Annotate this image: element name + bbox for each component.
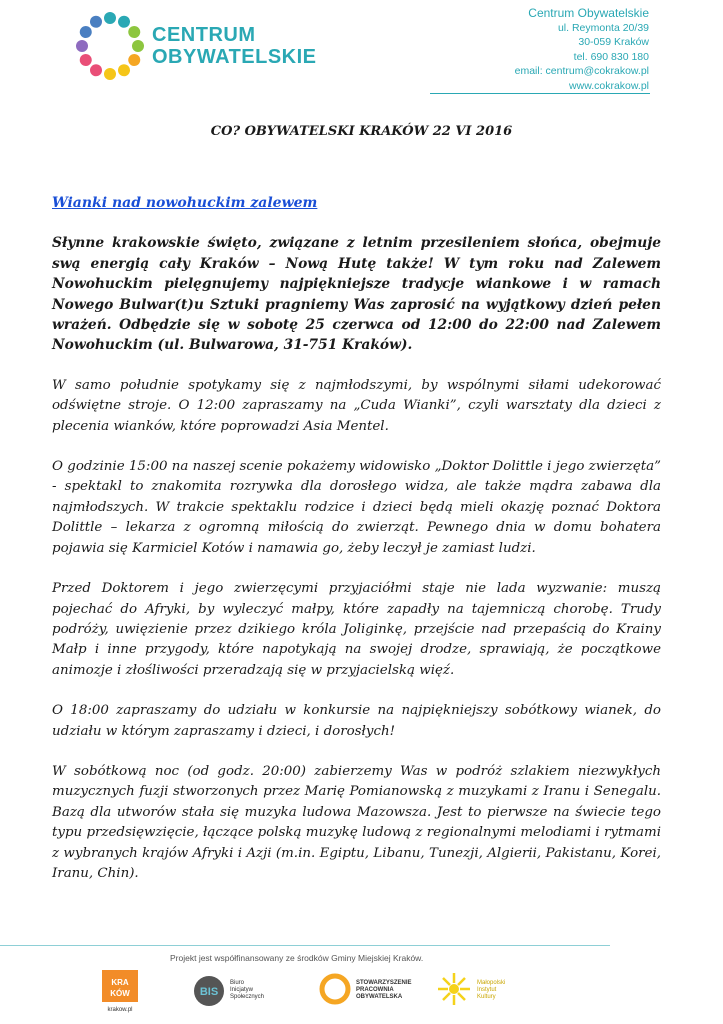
document-title: CO? OBYWATELSKI KRAKÓW 22 VI 2016: [210, 124, 513, 139]
centrum-obywatelskie-logo-icon: [70, 6, 150, 86]
contact-web[interactable]: www.cokrakow.pl: [569, 79, 649, 92]
spo-line-1: STOWARZYSZENIE: [356, 980, 412, 986]
brand-line-1: CENTRUM: [152, 24, 256, 46]
contact-city: 30-059 Kraków: [578, 36, 649, 48]
brand-name: [152, 24, 317, 68]
fifth-line-3: Kultury: [477, 994, 496, 1000]
pracownia-ring-icon: [318, 972, 352, 1006]
svg-text:krakow.pl: krakow.pl: [107, 1007, 133, 1013]
partner-logos: [100, 966, 620, 1016]
contact-street: ul. Reymonta 20/39: [557, 21, 649, 34]
bis-mark-icon: [192, 974, 226, 1008]
svg-text:KRA: KRA: [111, 978, 129, 987]
header-divider: [430, 93, 650, 94]
krakow-logo-icon: [100, 968, 140, 1014]
bis-line-3: Społecznych: [230, 994, 265, 1000]
paragraph-5: W sobótkową noc (od godz. 20:00) zabierzemy Was w podróż szlakiem niezwykłych muzycznych fuzji stworzonych przez Marię Pomianowską z muzykami z Iranu i Senegalu. Bazą dla utworów stała się muzyka ludowa Mazowsza. Jest to pierwsze na świecie tego typu przedsięwzięcie, łączące polską muzykę ludową z regionalnymi melodiami i rytmami z wybranych krajów Afryki i Azji (m.in. Egiptu, Libanu, Tunezji, Algierii, Pakistanu, Korei, Iranu, Chin).: [52, 763, 661, 881]
contact-email[interactable]: email: centrum@cokrakow.pl: [514, 65, 649, 77]
event-link[interactable]: Wianki nad nowohuckim zalewem: [52, 195, 318, 211]
sun-icon: [435, 970, 473, 1008]
svg-text:BIS: BIS: [199, 986, 219, 998]
brand-line-2: OBYWATELSKIE: [152, 46, 317, 68]
document-body: [52, 193, 661, 904]
contact-phone: tel. 690 830 180: [573, 50, 649, 63]
pracownia-obywatelska-logo: [318, 972, 412, 1010]
paragraph-4: O 18:00 zapraszamy do udziału w konkursie na najpiękniejszy sobótkowy wianek, do udziału w którym zapraszamy i dzieci, i dorosłych!: [52, 703, 661, 739]
fifth-line-2: Instytut: [477, 987, 497, 993]
svg-text:KÓW: KÓW: [110, 989, 130, 998]
bis-logo: [192, 974, 272, 1008]
spo-line-2: PRACOWNIA: [356, 987, 394, 993]
paragraph-1: W samo południe spotykamy się z najmłodszymi, by wspólnymi siłami udekorować odświętne stroje. O 12:00 zapraszamy na „Cuda Wianki”, czyli warsztaty dla dzieci z plecenia wianków, które poprowadzi Asia Mentel.: [52, 377, 661, 434]
paragraph-3: Przed Doktorem i jego zwierzęcymi przyjaciółmi staje nie lada wyzwanie: muszą pojechać do Afryki, by wyleczyć małpy, które zapadły na tajemniczą chorobę. Trudy podróży, uwięzienie przez dzikiego króla Joliginkę, przejście nad przepaścią do Krainy Małp i inne przygody, które napotykają na swojej drodze, sprawiają, że początkowe animozje i złośliwości przeradzają się w przyjacielską więź.: [52, 581, 661, 678]
fifth-line-1: Małopolski: [477, 980, 506, 986]
lead-paragraph: Słynne krakowskie święto, związane z letnim przesileniem słońca, obejmuje swą energią cały Kraków – Nową Hutę także! W tym roku nad Zalewem Nowohuckim pielęgnujemy najpiękniejsze tradycje wiankowe i w ramach Nowego Bulwar(t)u Sztuki pragniemy Was zaprosić na wyjątkowy dzień pełen wrażeń. Odbędzie się w sobotę 25 czerwca od 12:00 do 22:00 nad Zalewem Nowohuckim (ul. Bulwarowa, 31-751 Kraków).: [52, 235, 661, 354]
contact-name: Centrum Obywatelskie: [528, 6, 649, 20]
funding-note: Projekt jest współfinansowany ze środków Gminy Miejskiej Kraków.: [170, 953, 424, 963]
footer-divider: [0, 945, 610, 946]
contact-block: [515, 6, 649, 93]
paragraph-2: O godzinie 15:00 na naszej scenie pokażemy widowisko „Doktor Dolittle i jego zwierzęta” - spektakl to znakomita rozrywka dla dorosłego widza, ale także mądra zabawa dla najmłodszych. W trakcie spektaklu rodzice i dzieci będą mieli okazję poznać Doktora Dolittle – lekarza z ogromną miłością do zwierząt. Pewnego dnia w domu bohatera pojawia się Karmiciel Kotów i namawia go, żeby leczył je zamiast ludzi.: [52, 459, 661, 556]
spo-line-3: OBYWATELSKA: [356, 994, 403, 1000]
partner-sun-logo: [435, 970, 525, 1010]
bis-line-2: Inicjatyw: [230, 987, 254, 993]
bis-line-1: Biuro: [230, 980, 245, 986]
